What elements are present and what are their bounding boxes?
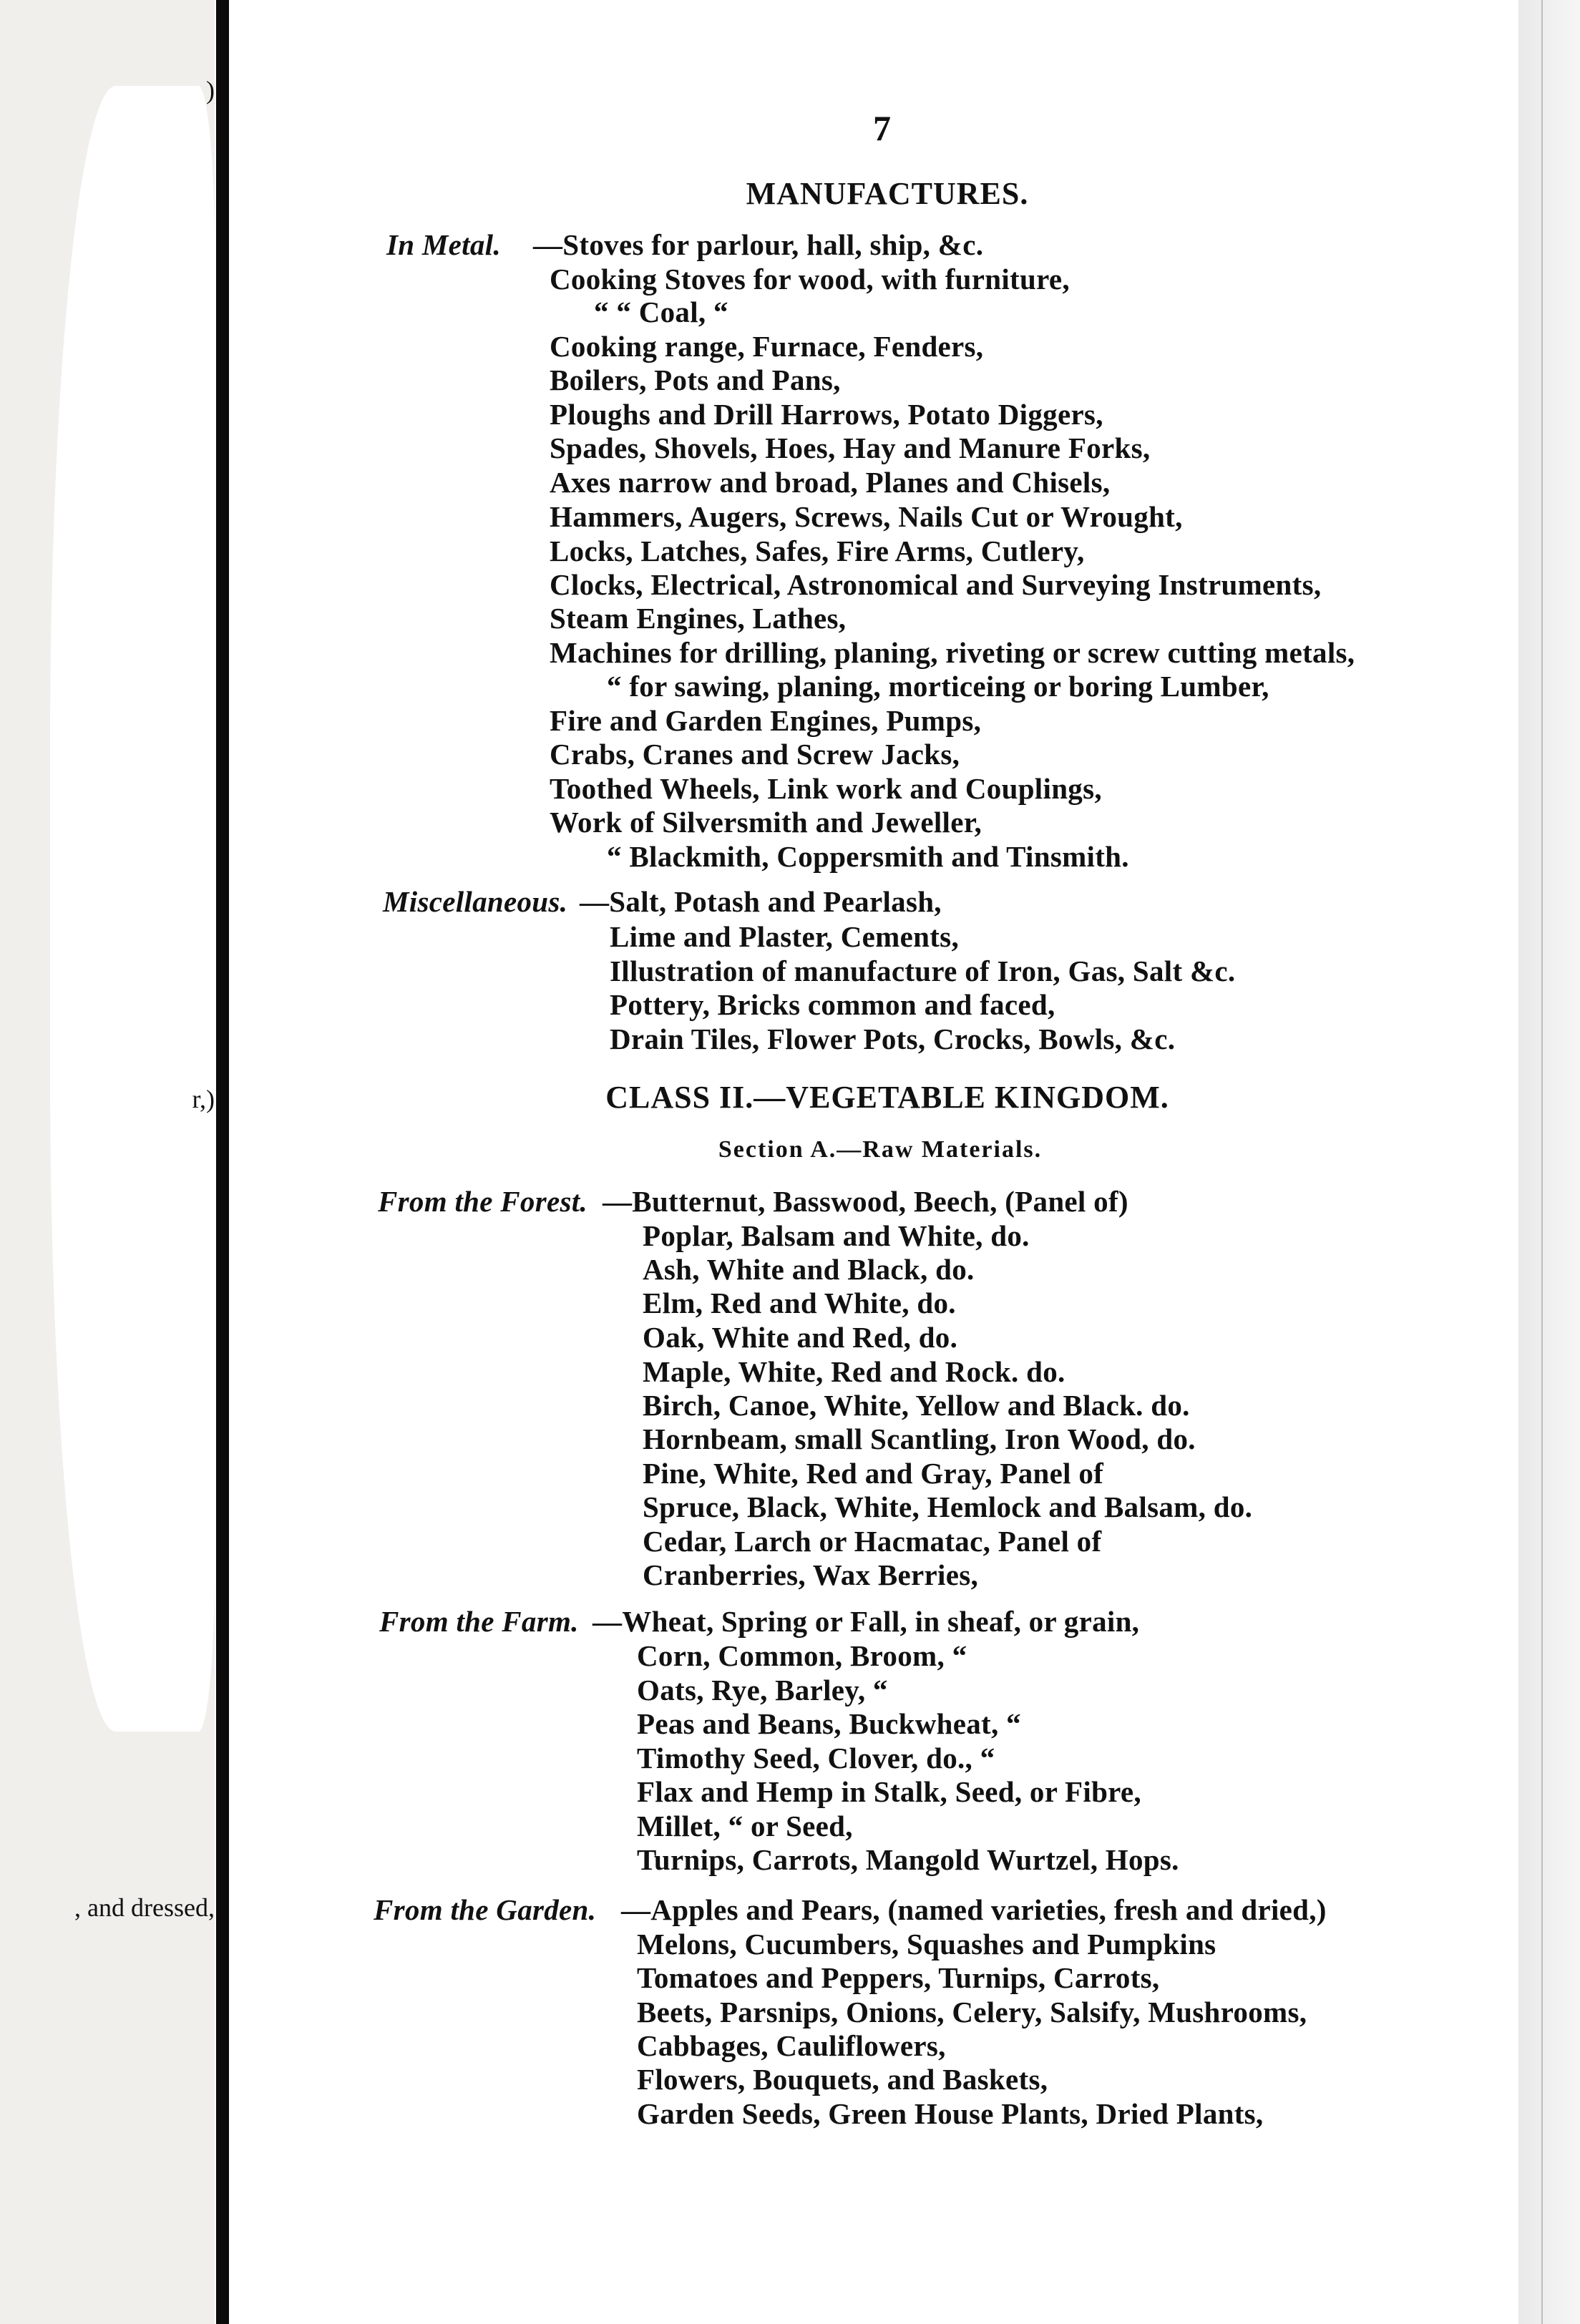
garden-line: Melons, Cucumbers, Squashes and Pumpkins — [637, 1928, 1216, 1961]
metal-line: Locks, Latches, Safes, Fire Arms, Cutlery, — [550, 534, 1085, 567]
metal-line: “ “ Coal, “ — [594, 296, 728, 328]
garden-line: Garden Seeds, Green House Plants, Dried Plants, — [637, 2097, 1264, 2130]
left-fragment-1: ) — [206, 76, 215, 104]
misc-line: Drain Tiles, Flower Pots, Crocks, Bowls, &c. — [610, 1022, 1176, 1055]
farm-line: Corn, Common, Broom, “ — [637, 1639, 967, 1672]
misc-line: Pottery, Bricks common and faced, — [610, 988, 1055, 1021]
metal-line: Clocks, Electrical, Astronomical and Surveying Instruments, — [550, 568, 1322, 601]
forest-line: Cranberries, Wax Berries, — [643, 1558, 979, 1591]
garden-header: From the Garden. — [374, 1893, 597, 1926]
forest-line: Hornbeam, small Scantling, Iron Wood, do. — [643, 1422, 1196, 1455]
metal-line: Cooking range, Furnace, Fenders, — [550, 330, 984, 363]
forest-line: Poplar, Balsam and White, do. — [643, 1219, 1030, 1252]
garden-line: Beets, Parsnips, Onions, Celery, Salsify, Mushrooms, — [637, 1996, 1307, 2028]
forest-header: From the Forest. — [378, 1185, 587, 1218]
farm-header: From the Farm. — [379, 1605, 579, 1638]
farm-line: —Wheat, Spring or Fall, in sheaf, or grain, — [592, 1605, 1140, 1638]
metal-line: Boilers, Pots and Pans, — [550, 363, 841, 396]
farm-line: Peas and Beans, Buckwheat, “ — [637, 1707, 1021, 1740]
metal-line: Cooking Stoves for wood, with furniture, — [550, 263, 1070, 296]
forest-line: Oak, White and Red, do. — [643, 1321, 958, 1354]
farm-line: Turnips, Carrots, Mangold Wurtzel, Hops. — [637, 1843, 1179, 1876]
forest-line: Spruce, Black, White, Hemlock and Balsam, do. — [643, 1490, 1253, 1523]
section-heading: Section A.—Raw Materials. — [718, 1136, 1043, 1163]
forest-line: —Butternut, Basswood, Beech, (Panel of) — [603, 1185, 1128, 1218]
metal-line: Machines for drilling, planing, riveting or screw cutting metals, — [550, 636, 1355, 669]
metal-line: Work of Silversmith and Jeweller, — [550, 806, 982, 839]
metal-line: Ploughs and Drill Harrows, Potato Diggers, — [550, 398, 1103, 431]
farm-line: Flax and Hemp in Stalk, Seed, or Fibre, — [637, 1775, 1141, 1808]
forest-line: Birch, Canoe, White, Yellow and Black. do. — [643, 1389, 1190, 1422]
metal-line: Axes narrow and broad, Planes and Chisels, — [550, 466, 1111, 499]
garden-line: Tomatoes and Peppers, Turnips, Carrots, — [637, 1961, 1160, 1994]
garden-line: —Apples and Pears, (named varieties, fresh and dried,) — [621, 1893, 1327, 1926]
class-heading: CLASS II.—VEGETABLE KINGDOM. — [605, 1080, 1169, 1115]
metal-line: “ Blackmith, Coppersmith and Tinsmith. — [607, 840, 1129, 873]
garden-line: Flowers, Bouquets, and Baskets, — [637, 2063, 1048, 2096]
misc-line: Illustration of manufacture of Iron, Gas, Salt &c. — [610, 954, 1236, 987]
forest-line: Ash, White and Black, do. — [643, 1253, 975, 1286]
metal-line: “ for sawing, planing, morticeing or boring Lumber, — [607, 670, 1269, 703]
metal-line: Hammers, Augers, Screws, Nails Cut or Wrought, — [550, 500, 1183, 533]
forest-line: Maple, White, Red and Rock. do. — [643, 1355, 1065, 1388]
misc-line: Lime and Plaster, Cements, — [610, 920, 959, 953]
page-title: MANUFACTURES. — [746, 176, 1029, 211]
misc-line: —Salt, Potash and Pearlash, — [580, 885, 942, 918]
metal-line: —Stoves for parlour, hall, ship, &c. — [533, 228, 984, 261]
misc-header: Miscellaneous. — [383, 885, 568, 918]
metal-header: In Metal. — [386, 228, 501, 261]
metal-line: Toothed Wheels, Link work and Couplings, — [550, 772, 1102, 805]
farm-line: Timothy Seed, Clover, do., “ — [637, 1742, 995, 1774]
page-number: 7 — [873, 108, 891, 148]
forest-line: Cedar, Larch or Hacmatac, Panel of — [643, 1525, 1102, 1558]
garden-line: Cabbages, Cauliflowers, — [637, 2029, 946, 2062]
left-fragment-3: , and dressed, — [74, 1893, 215, 1922]
farm-line: Millet, “ or Seed, — [637, 1810, 853, 1842]
metal-line: Fire and Garden Engines, Pumps, — [550, 704, 982, 737]
metal-line: Spades, Shovels, Hoes, Hay and Manure Forks, — [550, 431, 1151, 464]
left-fragment-2: r,) — [192, 1085, 215, 1113]
metal-line: Steam Engines, Lathes, — [550, 602, 847, 635]
farm-line: Oats, Rye, Barley, “ — [637, 1674, 888, 1707]
metal-line: Crabs, Cranes and Screw Jacks, — [550, 738, 960, 771]
forest-line: Elm, Red and White, do. — [643, 1286, 956, 1319]
forest-line: Pine, White, Red and Gray, Panel of — [643, 1457, 1104, 1490]
